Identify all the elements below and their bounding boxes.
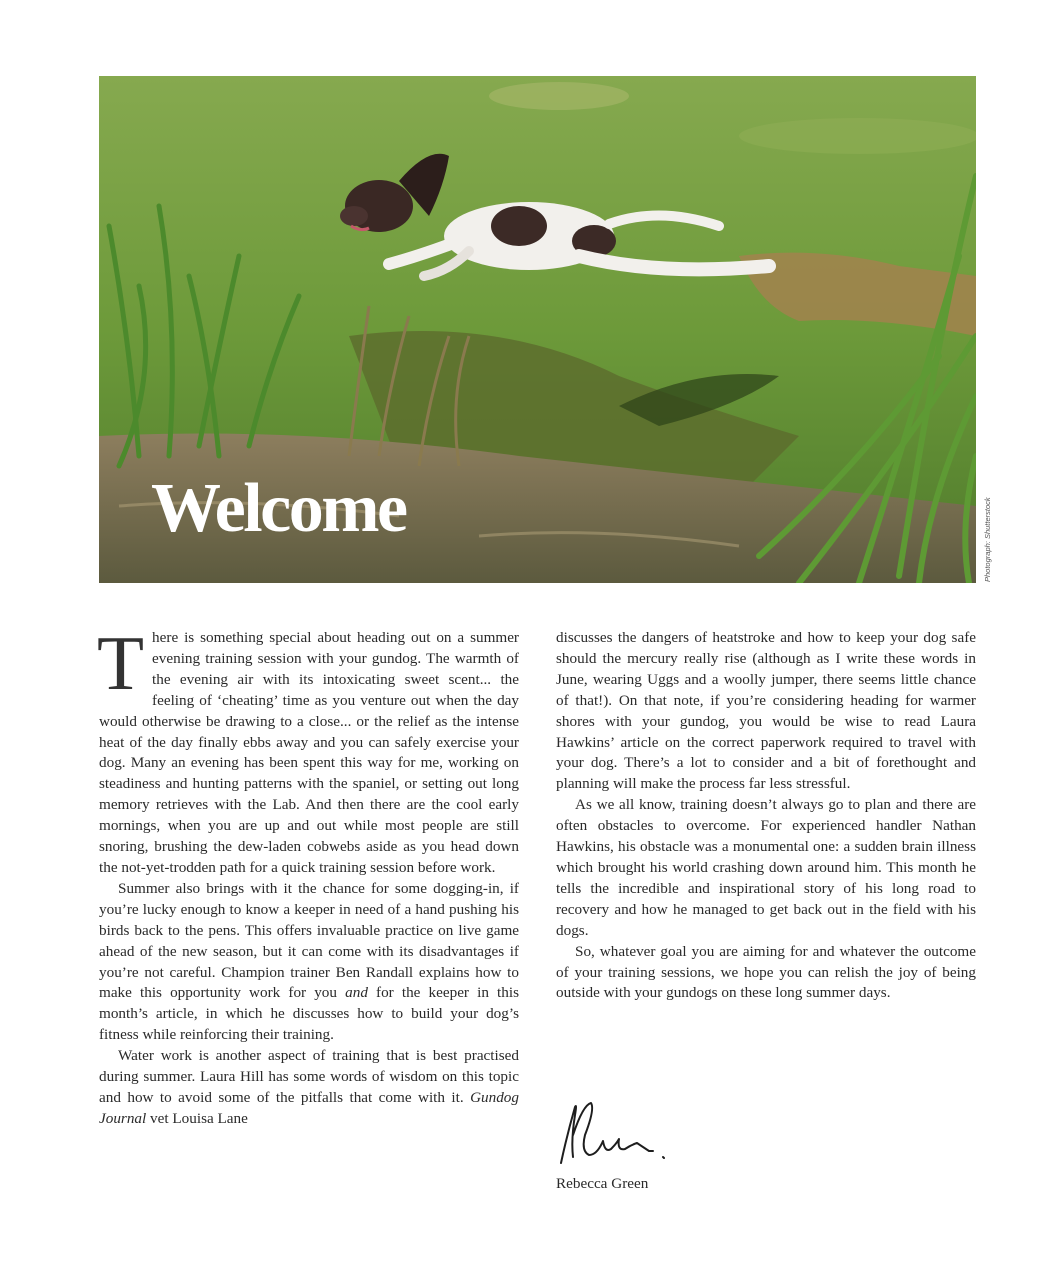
drop-cap: T [97,620,145,706]
hero-image [99,76,976,583]
article-paragraph: discusses the dangers of heatstroke and how to keep your dog safe should the mercury really rise (although as I write these words in June, wearing Uggs and a woolly jumper, there seems little chance of that!). On that note, if you’re considering heading for warmer shores with your gundog, you would be wise to read Laura Hawkins’ article on the correct paperwork required to travel with your dog. There’s a lot to consider and a bit of forethought and planning will make the process far less stressful. [556,629,976,793]
handwritten-signature [553,1095,673,1175]
article-paragraph: There is something special about heading out on a summer evening training session with your gundog. The warmth of the evening air with its intoxicating sweet scent... the feeling of ‘cheating’ time as you venture out when the day would otherwise be drawing to a close... or the relief as the intense heat of the day finally ebbs away and you can safely exercise your dog. Many an evening has been spent this way for me, working on steadiness and hunting patterns with the spaniel, or setting out long memory retrieves with the Lab. And then there are the cool early mornings, when you are up and out while most people are still snoring, brushing the dew-laden cobwebs aside as you head down the not-yet-trodden path for a quick training session before work. [97,620,519,876]
signature-name: Rebecca Green [556,1175,649,1192]
article-paragraph: So, whatever goal you are aiming for and whatever the outcome of your training sessions, we hope you can relish the joy of being outside with your gundogs on these long summer days. [556,942,976,1002]
article-column-right [556,628,976,1004]
article-column-left [97,620,519,1130]
article-paragraph: Water work is another aspect of training that is best practised during summer. Laura Hill has some words of wisdom on this topic and how to avoid some of the pitfalls that come with it. Gundog Journal vet Louisa Lane [99,1047,519,1127]
photo-credit: Photograph: Shutterstock [983,497,992,582]
article-paragraph: As we all know, training doesn’t always go to plan and there are often obstacles to overcome. For experienced handler Nathan Hawkins, his obstacle was a monumental one: a sudden brain illness which brought his world crashing down around him. This month he tells the incredible and inspirational story of his long road to recovery and how he managed to get back out in the field with his dogs. [556,796,976,939]
page-title: Welcome [151,470,406,547]
article-paragraph: Summer also brings with it the chance for some dogging-in, if you’re lucky enough to know a keeper in need of a hand pushing his birds back to the pens. This offers invaluable practice on live game ahead of the new season, but it can come with its disadvantages if you’re not careful. Champion trainer Ben Randall explains how to make this opportunity work for you and for the keeper in this month’s article, in which he discusses how to build your dog’s fitness while reinforcing their training. [99,879,519,1044]
